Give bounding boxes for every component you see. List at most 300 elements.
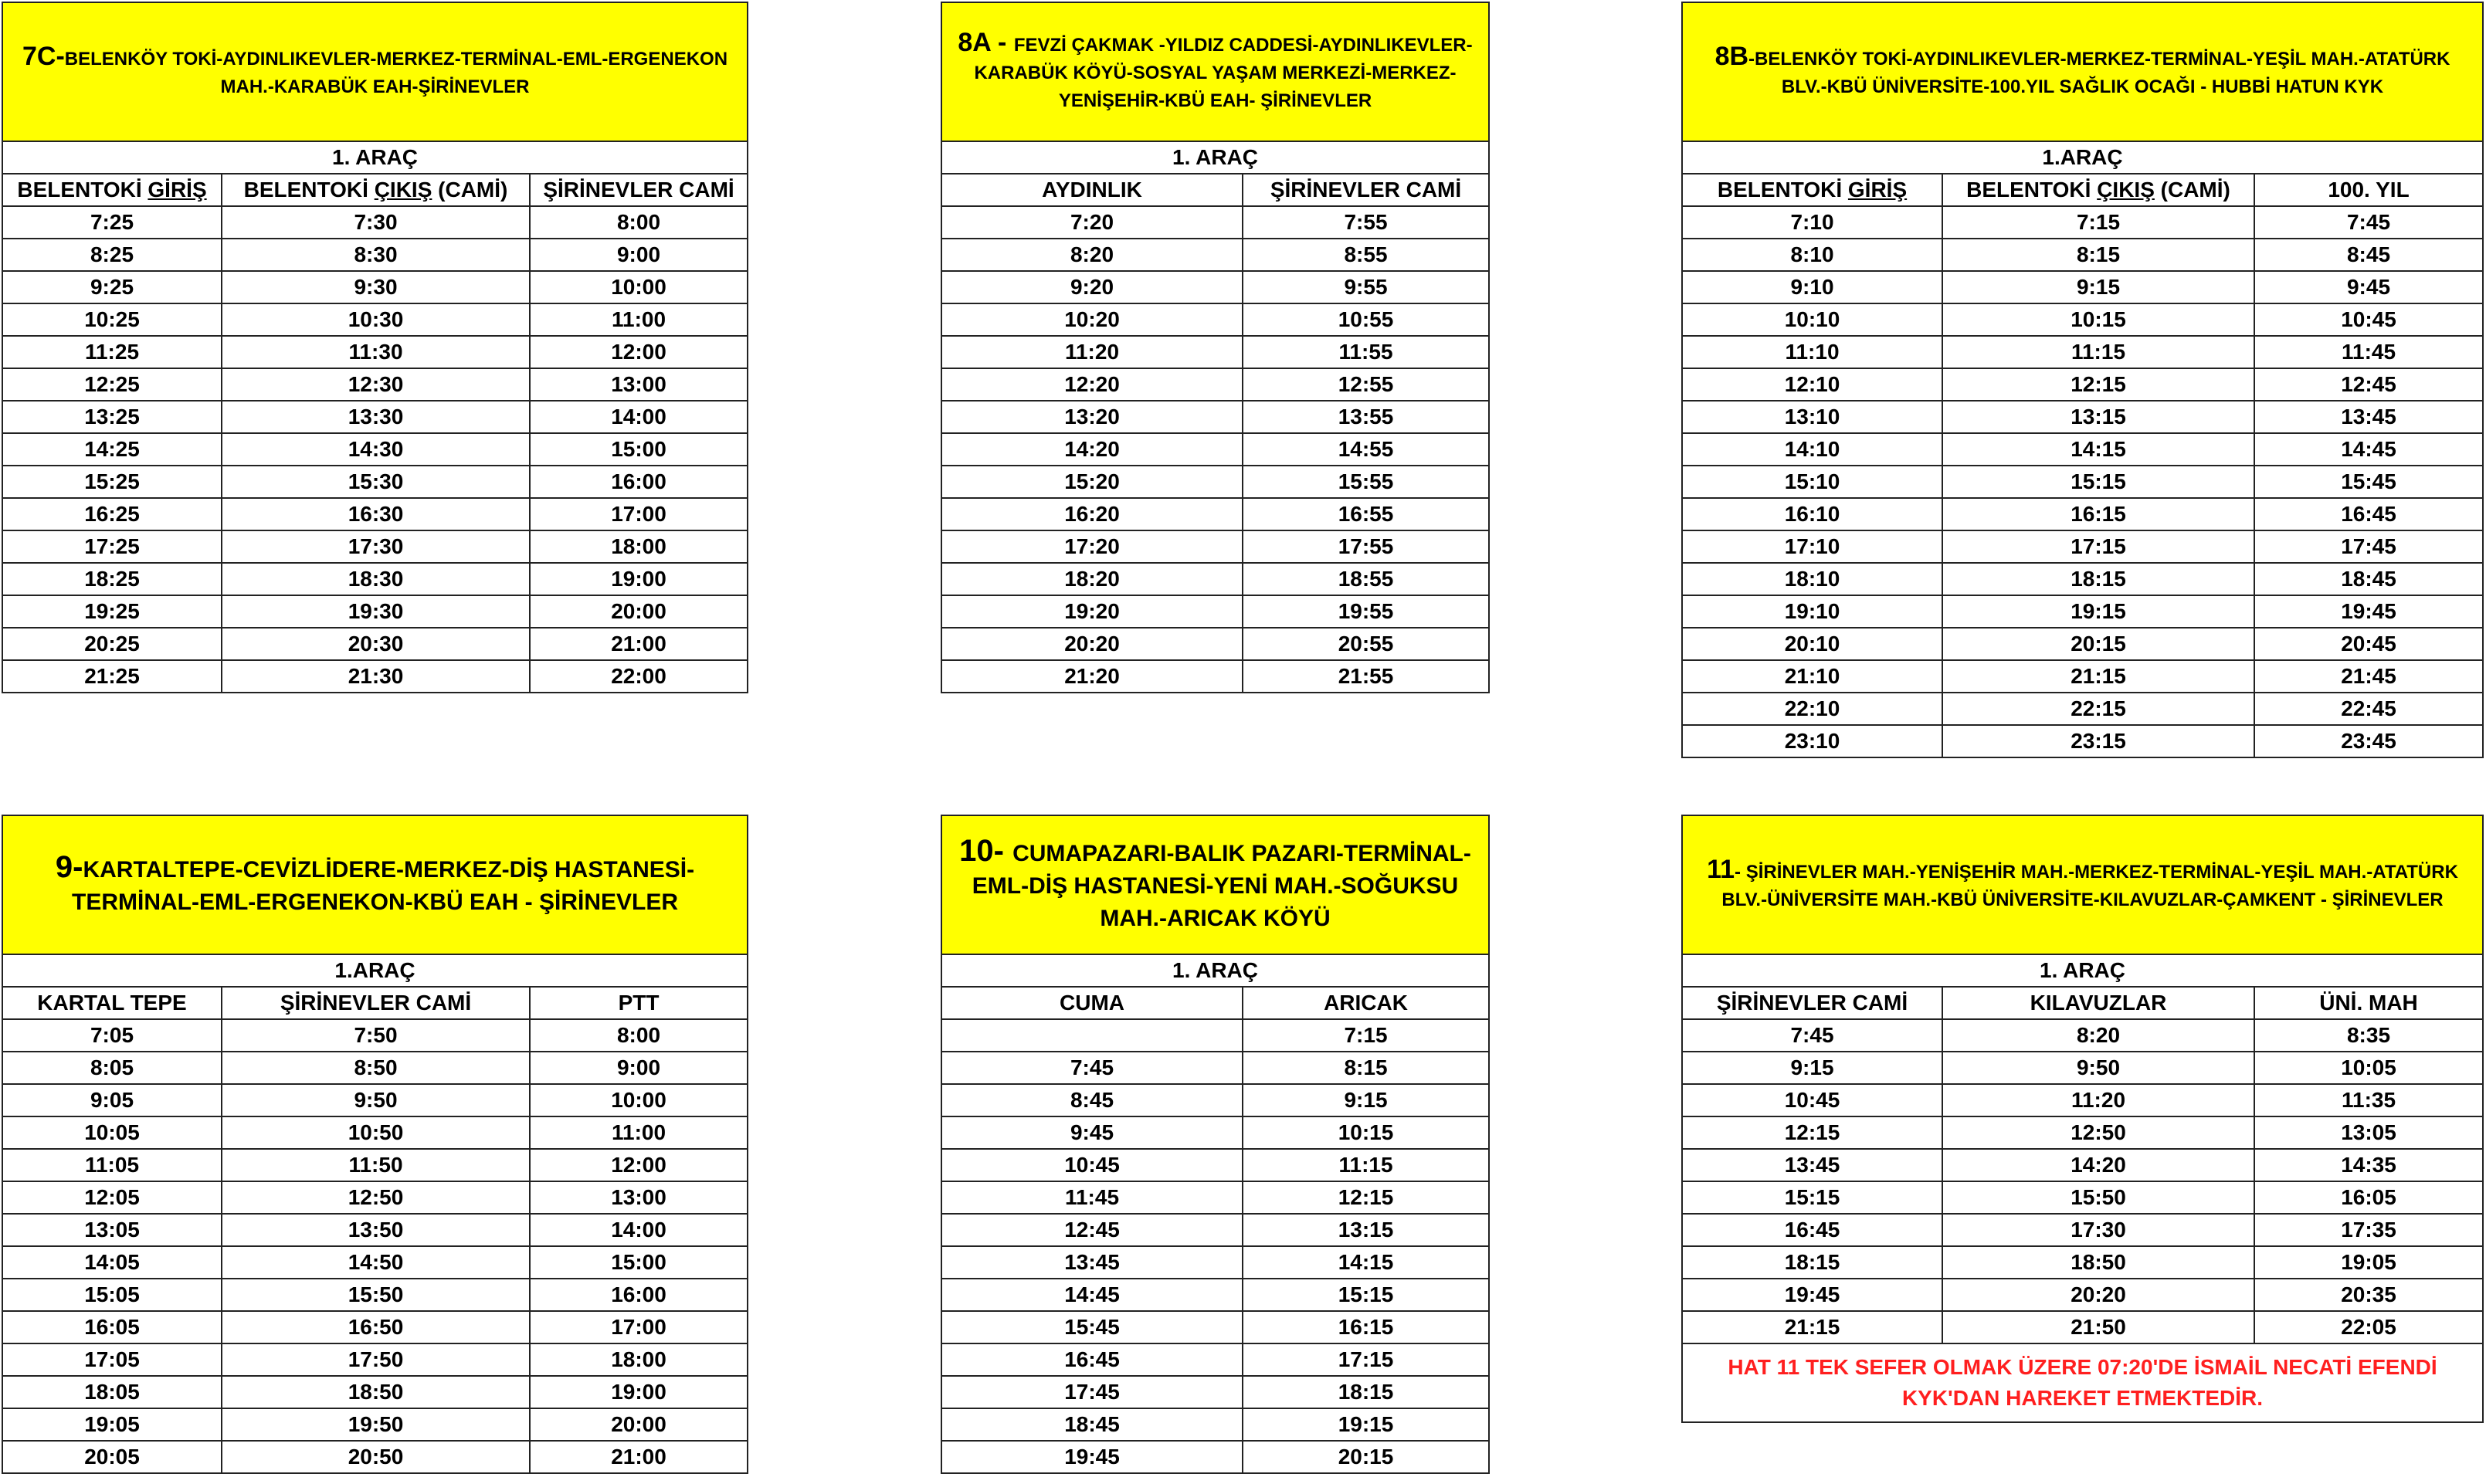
time-cell: 13:05	[2254, 1116, 2483, 1149]
table-row	[1682, 206, 2483, 239]
time-cell: 13:15	[1243, 1214, 1489, 1246]
time-cell: 7:05	[2, 1019, 222, 1052]
route-code: 7C-	[22, 42, 65, 71]
time-cell: 8:35	[2254, 1019, 2483, 1052]
vehicle-label: 1. ARAÇ	[941, 954, 1489, 987]
time-cell: 18:10	[1682, 563, 1942, 595]
time-cell: 8:00	[530, 206, 748, 239]
route-stops: - ŞİRİNEVLER MAH.-YENİŞEHİR MAH.-MERKEZ-TERMİNAL-YEŞİL MAH.-ATATÜRK BLV.-ÜNİVERSİTE MAH.-KBÜ ÜNİVERSİTE-KILAVUZLAR-ÇAMKENT - ŞİRİNEVLER	[1721, 862, 2458, 910]
column-header-underlined: ÇIKIŞ	[2097, 178, 2155, 202]
time-cell: 10:45	[1682, 1084, 1942, 1116]
time-cell: 10:00	[530, 271, 748, 303]
time-cell: 16:00	[530, 466, 748, 498]
time-cell: 12:15	[1942, 368, 2254, 401]
column-header-text: BELENTOKİ	[1717, 178, 1848, 202]
time-cell: 8:45	[2254, 239, 2483, 271]
time-cell: 18:15	[1243, 1376, 1489, 1408]
time-cell: 21:30	[222, 660, 530, 693]
time-cell: 16:05	[2, 1311, 222, 1343]
time-cell: 13:00	[530, 1181, 748, 1214]
time-cell: 18:05	[2, 1376, 222, 1408]
table-row	[1682, 368, 2483, 401]
time-cell: 18:25	[2, 563, 222, 595]
table-row	[2, 1084, 748, 1116]
table-row	[941, 1052, 1489, 1084]
table-row	[2, 1214, 748, 1246]
time-cell: 19:05	[2, 1408, 222, 1441]
column-header-text: BELENTOKİ	[17, 178, 148, 202]
time-cell: 12:30	[222, 368, 530, 401]
table-row	[2, 1052, 748, 1084]
time-cell: 22:45	[2254, 693, 2483, 725]
time-cell: 8:15	[1942, 239, 2254, 271]
route-header	[941, 815, 1489, 954]
time-cell: 7:45	[941, 1052, 1243, 1084]
time-cell: 16:15	[1243, 1311, 1489, 1343]
time-cell: 14:05	[2, 1246, 222, 1279]
column-header-row	[1682, 987, 2483, 1019]
time-cell: 11:00	[530, 303, 748, 336]
column-header-underlined: ÇIKIŞ	[374, 178, 432, 202]
column-header-text: ŞİRİNEVLER CAMİ	[1716, 991, 1908, 1015]
column-header-suffix: (CAMİ)	[432, 178, 508, 202]
route-header	[2, 2, 748, 141]
time-cell: 19:15	[1243, 1408, 1489, 1441]
time-cell: 11:45	[2254, 336, 2483, 368]
table-row	[941, 206, 1489, 239]
column-header	[530, 174, 748, 206]
time-cell: 16:25	[2, 498, 222, 530]
time-cell: 7:25	[2, 206, 222, 239]
table-row	[1682, 466, 2483, 498]
time-cell: 13:50	[222, 1214, 530, 1246]
table-row	[2, 1019, 748, 1052]
route-header-row	[2, 815, 748, 954]
time-cell: 19:50	[222, 1408, 530, 1441]
time-cell: 14:00	[530, 401, 748, 433]
column-header-text: ÜNİ. MAH	[2319, 991, 2418, 1015]
table-row	[1682, 693, 2483, 725]
table-row	[2, 466, 748, 498]
table-row	[941, 660, 1489, 693]
table-row	[941, 1311, 1489, 1343]
time-cell: 11:20	[941, 336, 1243, 368]
table-row	[1682, 563, 2483, 595]
time-cell: 17:25	[2, 530, 222, 563]
time-cell: 21:15	[1942, 660, 2254, 693]
time-cell: 17:45	[2254, 530, 2483, 563]
table-row	[941, 1408, 1489, 1441]
time-cell: 10:05	[2254, 1052, 2483, 1084]
table-row	[941, 1214, 1489, 1246]
table-row	[2, 303, 748, 336]
time-cell: 10:10	[1682, 303, 1942, 336]
time-cell: 12:15	[1682, 1116, 1942, 1149]
table-row	[1682, 336, 2483, 368]
time-cell: 16:05	[2254, 1181, 2483, 1214]
time-cell: 21:20	[941, 660, 1243, 693]
time-cell: 11:30	[222, 336, 530, 368]
table-row	[2, 1149, 748, 1181]
time-cell: 14:20	[1942, 1149, 2254, 1181]
column-header-text: CUMA	[1060, 991, 1124, 1015]
table-row	[1682, 530, 2483, 563]
table-row	[1682, 498, 2483, 530]
time-cell: 18:45	[2254, 563, 2483, 595]
time-cell: 8:05	[2, 1052, 222, 1084]
table-row	[2, 530, 748, 563]
route-header-row	[1682, 815, 2483, 954]
table-row	[2, 660, 748, 693]
time-cell: 17:30	[222, 530, 530, 563]
time-cell: 11:05	[2, 1149, 222, 1181]
time-cell: 18:45	[941, 1408, 1243, 1441]
table-row	[1682, 1116, 2483, 1149]
time-cell: 17:00	[530, 498, 748, 530]
table-row	[941, 628, 1489, 660]
time-cell: 11:55	[1243, 336, 1489, 368]
table-row	[1682, 1084, 2483, 1116]
time-cell: 8:20	[1942, 1019, 2254, 1052]
vehicle-label: 1. ARAÇ	[2, 141, 748, 174]
time-cell: 13:20	[941, 401, 1243, 433]
time-cell: 22:05	[2254, 1311, 2483, 1343]
table-row	[941, 466, 1489, 498]
table-row	[1682, 1214, 2483, 1246]
vehicle-label: 1.ARAÇ	[1682, 141, 2483, 174]
time-cell: 23:45	[2254, 725, 2483, 757]
table-row	[1682, 303, 2483, 336]
time-cell: 12:25	[2, 368, 222, 401]
time-cell: 17:00	[530, 1311, 748, 1343]
column-header-row	[941, 987, 1489, 1019]
column-header-row	[941, 174, 1489, 206]
time-cell: 15:20	[941, 466, 1243, 498]
column-header	[2, 174, 222, 206]
time-cell: 12:50	[222, 1181, 530, 1214]
time-cell	[941, 1019, 1243, 1052]
route-stops: BELENKÖY TOKİ-AYDINLIKEVLER-MERKEZ-TERMİNAL-EML-ERGENEKON MAH.-KARABÜK EAH-ŞİRİNEVLER	[64, 49, 728, 97]
route-table-8B	[1681, 2, 2484, 758]
column-header-text: ARICAK	[1324, 991, 1408, 1015]
time-cell: 13:00	[530, 368, 748, 401]
time-cell: 8:20	[941, 239, 1243, 271]
time-cell: 9:20	[941, 271, 1243, 303]
time-cell: 19:25	[2, 595, 222, 628]
time-cell: 12:55	[1243, 368, 1489, 401]
table-row	[1682, 433, 2483, 466]
time-cell: 8:15	[1243, 1052, 1489, 1084]
vehicle-row	[941, 141, 1489, 174]
time-cell: 16:10	[1682, 498, 1942, 530]
time-cell: 20:50	[222, 1441, 530, 1473]
time-cell: 7:30	[222, 206, 530, 239]
time-cell: 9:55	[1243, 271, 1489, 303]
time-cell: 14:45	[2254, 433, 2483, 466]
time-cell: 7:15	[1243, 1019, 1489, 1052]
column-header-text: BELENTOKİ	[243, 178, 375, 202]
time-cell: 13:55	[1243, 401, 1489, 433]
table-row	[2, 1343, 748, 1376]
time-cell: 20:00	[530, 595, 748, 628]
time-cell: 16:20	[941, 498, 1243, 530]
time-cell: 21:55	[1243, 660, 1489, 693]
time-cell: 21:15	[1682, 1311, 1942, 1343]
time-cell: 8:25	[2, 239, 222, 271]
time-cell: 20:15	[1942, 628, 2254, 660]
table-row	[2, 336, 748, 368]
time-cell: 13:45	[1682, 1149, 1942, 1181]
route-header	[1682, 2, 2483, 141]
time-cell: 10:50	[222, 1116, 530, 1149]
column-header-text: KARTAL TEPE	[37, 991, 187, 1015]
time-cell: 21:45	[2254, 660, 2483, 693]
table-row	[1682, 1246, 2483, 1279]
time-cell: 12:20	[941, 368, 1243, 401]
time-cell: 19:00	[530, 1376, 748, 1408]
time-cell: 9:25	[2, 271, 222, 303]
route-stops: KARTALTEPE-CEVİZLİDERE-MERKEZ-DİŞ HASTANESİ-TERMİNAL-EML-ERGENEKON-KBÜ EAH - ŞİRİNEVLER	[72, 857, 695, 915]
time-cell: 22:15	[1942, 693, 2254, 725]
time-cell: 17:15	[1243, 1343, 1489, 1376]
vehicle-label: 1. ARAÇ	[941, 141, 1489, 174]
time-cell: 21:00	[530, 1441, 748, 1473]
column-header	[1682, 174, 1942, 206]
time-cell: 15:00	[530, 433, 748, 466]
time-cell: 9:45	[2254, 271, 2483, 303]
time-cell: 14:45	[941, 1279, 1243, 1311]
column-header-text: KILAVUZLAR	[2030, 991, 2167, 1015]
time-cell: 18:50	[222, 1376, 530, 1408]
time-cell: 7:55	[1243, 206, 1489, 239]
time-cell: 11:35	[2254, 1084, 2483, 1116]
time-cell: 10:45	[2254, 303, 2483, 336]
time-cell: 19:05	[2254, 1246, 2483, 1279]
column-header	[1682, 987, 1942, 1019]
time-cell: 13:15	[1942, 401, 2254, 433]
time-cell: 19:55	[1243, 595, 1489, 628]
time-cell: 14:15	[1243, 1246, 1489, 1279]
route-code: 9-	[55, 850, 83, 884]
time-cell: 8:00	[530, 1019, 748, 1052]
time-cell: 14:15	[1942, 433, 2254, 466]
time-cell: 19:45	[941, 1441, 1243, 1473]
time-cell: 19:20	[941, 595, 1243, 628]
column-header-text: ŞİRİNEVLER CAMİ	[1270, 178, 1462, 202]
route-table-8A	[941, 2, 1490, 693]
time-cell: 21:50	[1942, 1311, 2254, 1343]
time-cell: 18:30	[222, 563, 530, 595]
time-cell: 18:00	[530, 530, 748, 563]
time-cell: 7:15	[1942, 206, 2254, 239]
table-row	[1682, 271, 2483, 303]
table-row	[2, 1376, 748, 1408]
route-header-row	[1682, 2, 2483, 141]
table-row	[2, 1311, 748, 1343]
time-cell: 11:25	[2, 336, 222, 368]
route-stops: FEVZİ ÇAKMAK -YILDIZ CADDESİ-AYDINLIKEVLER-KARABÜK KÖYÜ-SOSYAL YAŞAM MERKEZİ-MERKEZ-YENİŞEHİR-KBÜ EAH- ŞİRİNEVLER	[974, 35, 1473, 111]
table-row	[2, 271, 748, 303]
time-cell: 20:20	[1942, 1279, 2254, 1311]
column-header-text: ŞİRİNEVLER CAMİ	[280, 991, 472, 1015]
time-cell: 13:25	[2, 401, 222, 433]
table-row	[1682, 1311, 2483, 1343]
route-table-10	[941, 815, 1490, 1474]
time-cell: 20:55	[1243, 628, 1489, 660]
time-cell: 17:20	[941, 530, 1243, 563]
time-cell: 12:05	[2, 1181, 222, 1214]
column-header-text: BELENTOKİ	[1966, 178, 2098, 202]
time-cell: 9:50	[1942, 1052, 2254, 1084]
time-cell: 7:20	[941, 206, 1243, 239]
time-cell: 14:20	[941, 433, 1243, 466]
time-cell: 9:50	[222, 1084, 530, 1116]
time-cell: 16:00	[530, 1279, 748, 1311]
route-code: 8A -	[958, 28, 1014, 57]
table-row	[2, 239, 748, 271]
table-row	[1682, 660, 2483, 693]
table-row	[941, 1279, 1489, 1311]
time-cell: 9:15	[1942, 271, 2254, 303]
time-cell: 8:45	[941, 1084, 1243, 1116]
table-row	[941, 1149, 1489, 1181]
time-cell: 8:10	[1682, 239, 1942, 271]
time-cell: 20:20	[941, 628, 1243, 660]
time-cell: 20:35	[2254, 1279, 2483, 1311]
column-header-text: AYDINLIK	[1042, 178, 1142, 202]
table-row	[941, 1343, 1489, 1376]
time-cell: 15:10	[1682, 466, 1942, 498]
table-row	[2, 1116, 748, 1149]
route-table-7C	[2, 2, 748, 693]
time-cell: 10:05	[2, 1116, 222, 1149]
time-cell: 12:00	[530, 336, 748, 368]
time-cell: 9:30	[222, 271, 530, 303]
route-header-row	[941, 815, 1489, 954]
time-cell: 15:15	[1942, 466, 2254, 498]
route-table-9	[2, 815, 748, 1474]
column-header-row	[2, 987, 748, 1019]
time-cell: 13:30	[222, 401, 530, 433]
column-header	[2254, 987, 2483, 1019]
vehicle-row	[941, 954, 1489, 987]
table-row	[1682, 628, 2483, 660]
table-row	[2, 1181, 748, 1214]
time-cell: 20:45	[2254, 628, 2483, 660]
route-code: 11	[1707, 855, 1735, 884]
time-cell: 21:25	[2, 660, 222, 693]
time-cell: 22:00	[530, 660, 748, 693]
time-cell: 12:15	[1243, 1181, 1489, 1214]
route-header	[1682, 815, 2483, 954]
time-cell: 10:30	[222, 303, 530, 336]
time-cell: 8:50	[222, 1052, 530, 1084]
time-cell: 10:15	[1243, 1116, 1489, 1149]
table-row	[941, 498, 1489, 530]
time-cell: 16:15	[1942, 498, 2254, 530]
vehicle-row	[1682, 954, 2483, 987]
time-cell: 9:00	[530, 1052, 748, 1084]
column-header	[222, 174, 530, 206]
time-cell: 20:15	[1243, 1441, 1489, 1473]
time-cell: 19:45	[2254, 595, 2483, 628]
vehicle-label: 1.ARAÇ	[2, 954, 748, 987]
table-row	[941, 1246, 1489, 1279]
route-header-row	[2, 2, 748, 141]
column-header	[1243, 174, 1489, 206]
route-table-11	[1681, 815, 2484, 1423]
table-row	[1682, 1181, 2483, 1214]
table-row	[941, 368, 1489, 401]
time-cell: 15:15	[1682, 1181, 1942, 1214]
table-row	[941, 1084, 1489, 1116]
table-row	[2, 1246, 748, 1279]
column-header	[2, 987, 222, 1019]
time-cell: 7:45	[1682, 1019, 1942, 1052]
time-cell: 14:50	[222, 1246, 530, 1279]
route-stops: -BELENKÖY TOKİ-AYDINLIKEVLER-MERKEZ-TERMİNAL-YEŞİL MAH.-ATATÜRK BLV.-KBÜ ÜNİVERSİTE-100.YIL SAĞLIK OCAĞI - HUBBİ HATUN KYK	[1748, 49, 2450, 97]
time-cell: 11:45	[941, 1181, 1243, 1214]
time-cell: 23:10	[1682, 725, 1942, 757]
time-cell: 13:05	[2, 1214, 222, 1246]
time-cell: 9:10	[1682, 271, 1942, 303]
time-cell: 16:45	[941, 1343, 1243, 1376]
column-header	[1243, 987, 1489, 1019]
time-cell: 13:45	[2254, 401, 2483, 433]
time-cell: 23:15	[1942, 725, 2254, 757]
column-header	[941, 987, 1243, 1019]
vehicle-row	[2, 141, 748, 174]
time-cell: 10:45	[941, 1149, 1243, 1181]
table-row	[941, 271, 1489, 303]
time-cell: 9:15	[1243, 1084, 1489, 1116]
time-cell: 12:00	[530, 1149, 748, 1181]
time-cell: 11:10	[1682, 336, 1942, 368]
table-row	[2, 1441, 748, 1473]
time-cell: 20:25	[2, 628, 222, 660]
time-cell: 11:00	[530, 1116, 748, 1149]
vehicle-row	[1682, 141, 2483, 174]
time-cell: 17:15	[1942, 530, 2254, 563]
table-row	[1682, 1149, 2483, 1181]
route-header	[941, 2, 1489, 141]
time-cell: 14:10	[1682, 433, 1942, 466]
route-header-row	[941, 2, 1489, 141]
table-row	[2, 628, 748, 660]
table-row	[941, 530, 1489, 563]
time-cell: 15:05	[2, 1279, 222, 1311]
table-row	[2, 368, 748, 401]
time-cell: 19:00	[530, 563, 748, 595]
column-header-underlined: GİRİŞ	[1847, 178, 1908, 202]
time-cell: 11:50	[222, 1149, 530, 1181]
time-cell: 9:00	[530, 239, 748, 271]
table-row	[941, 433, 1489, 466]
time-cell: 8:55	[1243, 239, 1489, 271]
table-row	[941, 1441, 1489, 1473]
table-row	[1682, 1052, 2483, 1084]
table-row	[1682, 239, 2483, 271]
time-cell: 18:15	[1682, 1246, 1942, 1279]
time-cell: 21:10	[1682, 660, 1942, 693]
route-code: 8B	[1714, 42, 1749, 71]
column-header-row	[1682, 174, 2483, 206]
time-cell: 12:50	[1942, 1116, 2254, 1149]
time-cell: 19:45	[1682, 1279, 1942, 1311]
vehicle-label: 1. ARAÇ	[1682, 954, 2483, 987]
table-row	[941, 1376, 1489, 1408]
time-cell: 10:15	[1942, 303, 2254, 336]
